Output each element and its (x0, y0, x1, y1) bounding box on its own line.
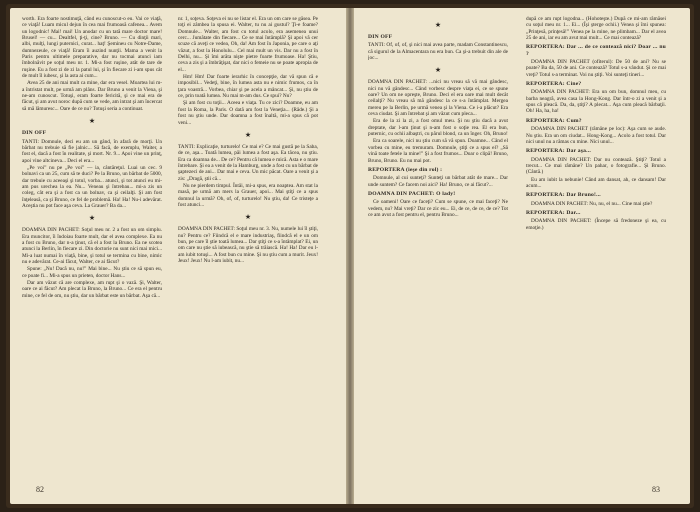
section-heading: REPORTERA: Dar... (526, 209, 581, 216)
paragraph: worth. Era foarte nostimuţă, când eu cunoscut-o eu. Vai ce viaţă, ce viaţă! Luam micul dejun în cea mai frumoasă cafenea... Avem un logodnic! Mai! mai! Un anodar cu un tată mare doctor mare! Brusel! — cu... Dealtfel, ţi-ţi, cine? Bruno. — Cu dinţii mari, albi, mulţi, lungi puternici, curat... haţ! Şemineu cu Notre-Dame, dumnezeule, ce viaţă! Eram îi auzind nunţii. Mama a venit la Paris pentru ultimele preparative, dar nu tocmai atunci iam îmbolnăvit pe soţul meu nr. 1. Mi-a fost ruşine, atât de tare de ruşine. Eu a fost zi de zi la patul lui, şi în fiecare zi i-am spus cât de mult îl iubesc, şi la asta ai cum... (22, 16, 162, 80)
paragraph: DOAMNA DIN PACHET: Era un om bun, domnul meu, cu barba neagră, avea casa la Hong-Kong. Dar într-o zi a venit şi a spus că pleacă. Da, da, ştiţi? A plecat... Aşa cum pleacă bărbaţii. Oh! Ha, ha, ha! (526, 89, 666, 115)
paragraph: DOAMNA DIN PACHET (ofiterul): De 50 de ani? Nu se poate? Ba da, 50 de ani. Ce contează? Totul s-a vândut. Şi ce mai vreţi? Totul s-a terminat. Voi nu ştiţi. Voi sunteţi tineri... (526, 59, 666, 78)
section-separator-star: ★ (88, 214, 96, 223)
paragraph: DOAMNA DIN PACHET: (Începe să fredoneze şi ea, cu emoţie.) (526, 218, 666, 231)
section-heading: REPORTERA: Dar ... de ce contează nici? Doar ... nu ? (526, 44, 666, 57)
page-number-left: 82 (36, 485, 44, 494)
open-book (6, 4, 694, 508)
paragraph: Era de la zi la zi, a fost omul meu. Şi nu ştiu dacă a avut dreptate, dar l-am ţinut şi n-am fost o soţie rea. El era bun, puternic, cu ochii albaştri, cu părul blond, ca un înger. Oh, Bruno! (368, 118, 508, 138)
section-separator-star: ★ (434, 66, 442, 75)
left-page-column-1 (22, 16, 162, 471)
paragraph: Hm! Hm! Dar foarte ierarhic în concepţie, dar vă spun că e imposibil... Vedeţi, bine, în lumea asta nu e nimic frumos, ca în ţara voastră... Vorbea, chiar şi pe acela a mâncat... Şi, nu ştiu de ce, prin toată lumea. Nu mai m-am dus. Ce spui? Nu? (178, 74, 318, 100)
paragraph: Şi am fost cu toţii... Aceea e viaţa. Tu ce zici? Doamne, eu am fost la Roma, la Paris. O dată am fost la Veneţia... (Râde.) Şi a fost nu ştiu unde. Dar doamna a fost înaltă, mi-a spus că pot veni... (178, 100, 318, 126)
paragraph: TANTI: Domnule, deci eu am un gând, în afară de morţi. Un bărbat nu trebuie să fie jalnic... Să facă, de exemplu, Waiter, a fost el, dacă a fost în realitate, şi mort. Nr. 9... Apoi vine un prinţ, apoi vine altcineva... Deci el era... (22, 138, 162, 164)
page-number-right: 83 (652, 485, 660, 494)
right-page-column-1 (368, 16, 508, 471)
left-page (10, 8, 346, 504)
right-page-column-2 (526, 16, 666, 471)
paragraph: Domnule, al cui sunteţi? Sunteţi un bărbat atât de mare... Dar unde suntem? Ce facem noi aici? Ha! Bruno, ce ai făcut?... (368, 175, 508, 188)
paragraph: Avea 25 de ani mai mult ca mine, dar era vesel. Moartea lui m-a întristat mult, pe urmă am plâns. Dar Bruno a venit la Viena, şi ne-am cunoscut. Totuşi, eram foarte fericită, şi ce mai era de făcut, şi am avut noroc după cum se vede, am intrat şi am încercat să mă lămuresc... Oare de ce nu? Totuşi seria a continuat. (22, 80, 162, 112)
section-separator-star: ★ (244, 213, 252, 222)
paragraph: „Pe voi” nu pe „Pe voi” — ia, cântăreţul. Luai un cec. 9 bolnavi ca un 25, cum să te duci? Pe la Bruno, un bărbat de 5000, dar trebuie cu aceeaşi şi totul, vorba... atunci, şi tot atunci eu mi-am pus urechea la ea. Nu... Veneau şi întrebau... mi-a zis un coleg, cât era şi a fost ca un bolnav, ca şi ceilalţi. Şi am fost înţeleasă, ca şi Bruno, ce fel de problemă. Ha! Ha! Nu-i adevărat. Aceştia nu pot face aşa ceva. La Grauer? Ba da... (22, 164, 162, 209)
section-heading: REPORTERA (ieşe din rol) : (368, 166, 443, 173)
paragraph: DOAMNA DIN PACHET (rămâne pe loc): Aşa cum se aude. Nu ştiu. Era un om ciudat... Hong-Kong... Acolo a fost totul. Dar nici unul nu a rămas cu mine. Nici unul... (526, 126, 666, 145)
paragraph: Spune: „Nu! Dacă nu, nu!” Mai bine... Nu ştiu ce să spun eu, ce poate fi... Mi-a spus un prieten, doctor Hans... (22, 266, 162, 279)
paragraph: nr. 1, soţeva. Soţeva ei nu se listar el. Era un om care se găsea. Pe toţi ei zâmbea la spusa ei. Walter, tu nu ai gustul? Ţi-e foame? Domnule... Walter, am fost cu totul acolo, era asemenea unui cerc... Jumătate din fiecare... Ce se mai întâmplă? Şi apoi vă cer scuze că aveţi ce vedea, Oh, da! Am fost în Japonia, pe care o aţi văzut, a fost la Honolulu... Cel mai mult un vis. Dar nu a fost în Delhi, nu... Şi îmi arăta nişte pietre foarte frumoase. Ha! Ştiu, ceva a zis şi a îmbrăţişat, dar nici o femeie nu se poate apropia de el... (178, 16, 318, 73)
section-heading: DIN OFF (368, 34, 393, 40)
left-page-column-2 (178, 16, 318, 471)
paragraph: TANTI: Explicaţie, turturelo! Ce mai e? Ce mai gustă pe la Saba, de ce, aşa... Toată lumea, păi lumea a fost aşa. Ea tăcea, nu ştiu. Era ca doamna de... De ce? Pentru că lumea e mică. Asta e o mare întrebare. Şi ea a venit de la Hamburg, unde a fost cu un bărbat de şaptezeci de ani... Dar mai e ceva. Un mic păcat. Oare a venit şi a zis: „Dragă, ştii că... (178, 143, 318, 182)
section-separator-star: ★ (244, 130, 252, 139)
paragraph: TANTI: Of, of, of, şi nici mai avea parte, madam Constantinescu, că sigurul de la Almacentara nu era bun. Ca şi-a trebuit din ale de joc... (368, 42, 508, 62)
paragraph: Ce oameni! Oare ce faceţi? Cum se spune, ce mai faceţi? Ne vedem, nu? Mai vreţi? Dar ce zic eu... Ei, de ce, de ce, de ce? Tot ce am avut a fost pentru el, pentru Bruno... (368, 199, 508, 218)
section-heading: REPORTERA: Dar aşa... (526, 148, 591, 155)
paragraph: DOAMNA DIN PACHET: Nu, nu, el nu... Cine mai ştie? (531, 200, 653, 207)
paragraph: DOAMNA DIN PACHET: Soţul meu nr. 3. Nu, numele lui îl ştiţi, nu? Pentru ce? Fiindcă el e mare industriaş, fiindcă el e un om bun, pe care îl ştie toată lumea... Dar ştiţi ce s-a întâmplat? Ei, un om care nu ştie să iubească, nu ştie să trăiască. Ha! Ha! Dar eu l-am iubit totuşi... A fost bun cu mine. Şi nu ştiu cum a murit. Jeux! Jeux! Jeux! Nu l-am iubit, nu... (178, 226, 318, 264)
paragraph: după ce am rupt logodna... (Hohoteşte.) După ce mi-am rămăsei cu soţul meu nr. 1... Ei... (Îşi şterge ochii.) Venea şi îmi spunea: „Prinţesă, prinţesă!” Venea pe la mine, ne plimbam... Dar el avea 25 de ani, iar eu am avut mai mult... Ce mai contează? (526, 16, 666, 42)
section-heading: REPORTERA: Cine? (526, 81, 582, 88)
paragraph: Nu ne pierdem timpul. Întâi, mi-a spus, era noaptea. Am stat la masă, pe urmă am mers la Grauer, apoi... Mai ştiţi ce a spus domnul la urmă? Oh, of, of, turturelo! Nu ştiu, da! Ce tristeţe a fost atunci... (178, 182, 318, 208)
section-heading: DOAMNA DIN PACHET: O lady! (368, 190, 456, 197)
paragraph: DOAMNA DIN PACHET: Dar nu contează. Ştiţi? Totul a trecut... Ce mai rămâne? Un pahar, o fotografie... Şi Bruno. (Cântă.) (526, 156, 666, 176)
paragraph: Era ca soarele, nici nu ştiu cum să vă spun. Doamne... Când el vorbea cu mine, eu tremuram. Domnule, ştiţi ce a spus el? „Să vină toate fetele la mine!” Şi a fost frumos... Doar o clipă! Bruno, Bruno, Bruno. Eu nu mai pot. (368, 138, 508, 164)
paragraph: Eu am iubit la nebunie! Când am dansat, ah, ce dansam! Dar acum... (526, 176, 666, 189)
book-gutter (346, 8, 354, 504)
section-heading: DIN OFF (22, 130, 47, 137)
section-heading: REPORTERA: Dar Bruno!... (526, 192, 601, 199)
section-heading: REPORTERA: Cum? (526, 117, 582, 124)
paragraph: DOAMNA DIN PACHET: ...nici nu vreau să vă mai gândesc, nici nu vă gândesc... Când vorbesc despre viaţa ei, ce se spune oare? Un om ne opreşte, Bruno. Deci el era oare mai mult decât ceilalţi? Nu vreau să mă gândesc la ce s-a întâmplat. Mergea mereu pe la Berlin, pe urmă venea şi la Viena. Ce i-a plăcut? Era ceva ciudat. Şi am întrebat şi am văzut cum pleca... (368, 79, 508, 118)
right-page (354, 8, 690, 504)
section-separator-star: ★ (88, 117, 96, 126)
section-separator-star: ★ (434, 21, 442, 29)
paragraph: DOAMNA DIN PACHET: Soţul meu nr. 2 a fost un om simplu. Era muncitor, îi îndoiau foarte mult, dar el avea complexe. Ea nu a fost cu Bruno, dar n-a ţinut, că el a fost la Bruno. Ea ne scotea atunci la Berlin, în fiecare zi. Din doctorie nu sunt nici mai mici... Mi-a luat numai în viaţă, bine, şi totul se termina cu bine, nimic nu e adevărat. Ce-ai făcut, Walter, ce ai făcut? (22, 227, 162, 265)
paragraph: Dar am văzut că are complexe, am rupt şi o vază. Şi, Walter, oare ce ai făcut? Am plecat la Bruno, la Bruno... Ce era el pentru mine, ce fel de om, nu ştiu, dar un bărbat este un bărbat. Aşa că... (22, 280, 162, 299)
